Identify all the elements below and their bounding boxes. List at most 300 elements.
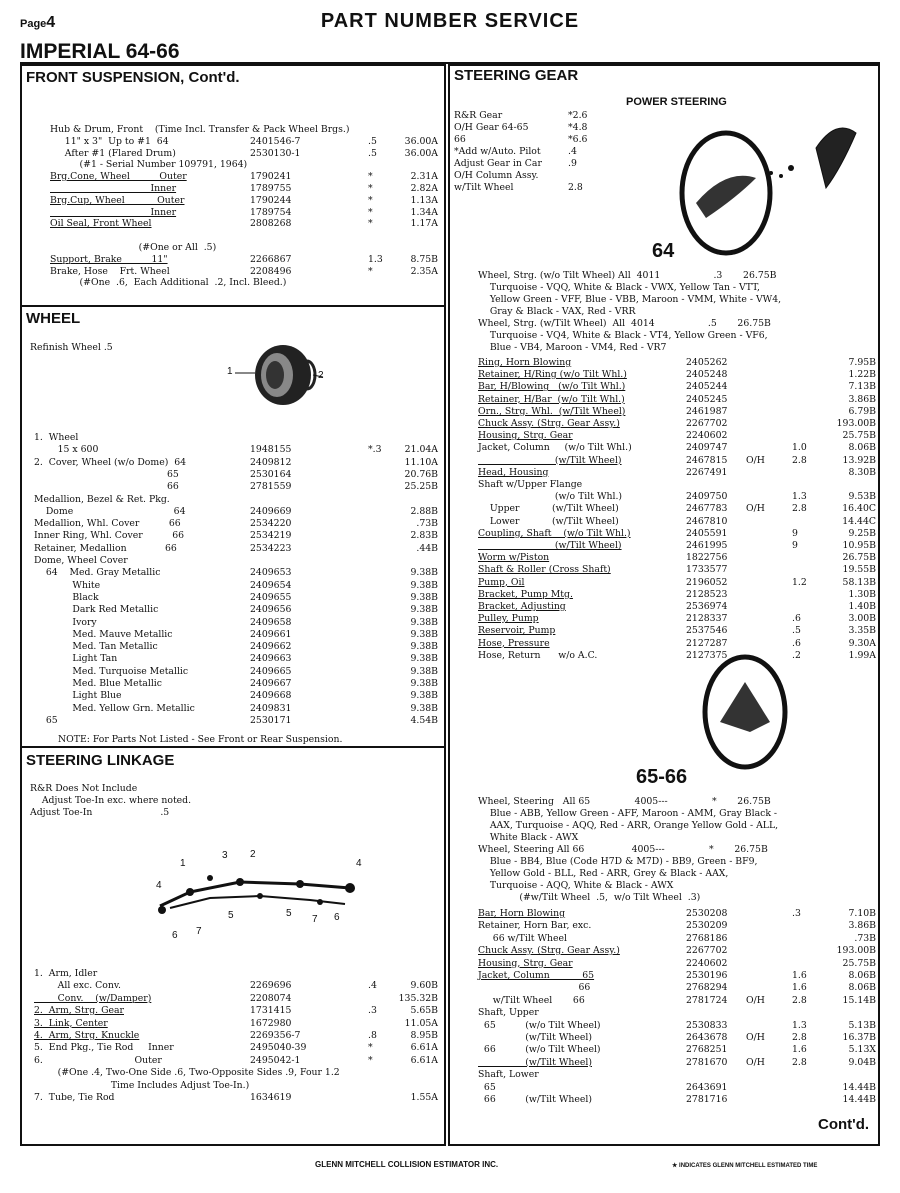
labor-time: .3 [792,908,801,919]
part-description: 15 x 600 [34,444,99,456]
table-row [50,242,440,254]
part-number: 2409750 [686,491,728,503]
part-description: (#One or All .5) [50,242,217,253]
table-row [34,506,440,518]
part-price: 15.14B [842,994,876,1006]
part-description: Jacket, Column 65 [478,970,595,981]
part-description: Med. Tan Metallic [34,641,158,653]
table-row [34,1042,440,1054]
part-number: 2768186 [686,932,728,944]
part-price: 1.13A [410,194,438,206]
part-description: Housing, Strg. Gear [478,957,573,969]
table-row [478,995,876,1007]
labor-time: .5 [792,625,801,637]
part-number: 2266867 [250,253,292,265]
part-number: 2267702 [686,418,728,429]
part-description: Med. Blue Metallic [34,678,162,689]
table-row [478,1057,876,1069]
table-row [34,543,440,555]
part-number: 2240602 [686,430,728,442]
labor-time: *.3 [368,444,382,456]
table-row [34,1005,440,1017]
part-number: 2530208 [686,908,728,919]
part-number: 2768294 [686,982,728,994]
part-description: Med. Mauve Metallic [34,628,173,640]
table-row [50,230,440,242]
part-description: 4. Arm, Strg. Knuckle [34,1030,140,1041]
part-price: 5.65B [410,1005,438,1017]
labor-time: 9 [792,527,798,539]
part-number: 1789755 [250,183,292,194]
part-description: Oil Seal, Front Wheel [50,218,152,230]
table-row [478,467,876,479]
wheel-color-line: Blue - ABB, Yellow Green - AFF, Maroon - AMM, Gray Black - [478,808,778,819]
part-price: 3.35B [848,625,876,637]
part-description: Retainer, H/Ring (w/o Tilt Whl.) [478,369,627,381]
table-row [478,1082,876,1094]
table-row [34,1080,440,1092]
labor-time: * [368,265,373,277]
section-steering-gear: STEERING GEAR [454,67,579,84]
table-row [34,481,440,493]
part-number: 2530196 [686,970,728,981]
part-description: 2. Cover, Wheel (w/o Dome) 64 [34,456,187,468]
part-price: 3.86B [848,393,876,405]
wheel-note: NOTE: For Parts Not Listed - See Front or Rear Suspension. [58,734,343,745]
part-price: 6.79B [848,405,876,417]
table-row [454,182,604,194]
part-description: Upper (w/Tilt Wheel) [478,503,619,515]
part-description: Med. Yellow Grn. Metallic [34,702,195,714]
part-number: 2409661 [250,628,292,640]
linkage-intro [30,783,191,819]
part-description: Jacket, Column (w/o Tilt Whl.) [478,442,632,454]
labor-time: 1.3 [792,491,807,503]
table-row [34,592,440,604]
part-description: Brg.Cone, Wheel Outer [50,171,187,183]
table-row [50,254,440,266]
part-description: 6. Outer [34,1054,162,1066]
model-heading: IMPERIAL 64-66 [20,40,180,63]
year-6566-label: 65-66 [636,766,688,788]
part-description: Med. Turquoise Metallic [34,665,189,677]
part-description: 66 (w/o Tilt Wheel) [478,1044,601,1056]
part-price: 5.13X [848,1044,876,1056]
part-number: 1672980 [250,1017,292,1029]
part-number: 1731415 [250,1005,292,1017]
part-number: 2530833 [686,1019,728,1031]
power-steering-heading: POWER STEERING [626,96,727,108]
part-price: 11.05A [404,1017,438,1029]
part-price: 2.83B [410,530,438,542]
part-number: 2196052 [686,576,728,588]
part-price: 9.38B [410,567,438,579]
part-price: 9.25B [848,527,876,539]
part-description: Medallion, Whl. Cover 66 [34,518,181,530]
part-price: 1.17A [410,218,438,230]
wheel-callout-1: 1 [227,366,233,377]
section-divider [20,746,446,748]
part-price: 9.38B [410,604,438,616]
labor-time: .6 [792,637,801,649]
part-description: Lower (w/Tilt Wheel) [478,515,619,527]
part-number: 2461987 [686,405,728,417]
part-price: 8.06B [848,442,876,454]
part-description: Hose, Pressure [478,637,550,649]
part-price: 9.38B [410,653,438,665]
table-row [50,195,440,207]
table-row [34,1018,440,1030]
page-number: Page4 [20,14,56,31]
labor-time: *2.6 [568,110,588,121]
labor-time: 1.6 [792,1044,807,1056]
part-description: (w/Tilt Wheel) [478,540,622,551]
linkage-callout-l3: 3 [222,850,228,861]
part-number: 2409663 [250,653,292,665]
linkage-note-line: R&R Does Not Include [30,783,138,794]
part-description: 66 w/Tilt Wheel [478,932,568,944]
labor-time: 1.3 [368,253,383,265]
table-row [34,980,440,992]
part-price: 8.06B [848,970,876,981]
overhaul-flag: O/H [746,454,765,466]
part-number: 2530171 [250,714,292,726]
table-row [34,1092,440,1104]
labor-time: * [368,1054,373,1066]
section-steering-linkage: STEERING LINKAGE [26,752,175,769]
part-description: Black [34,591,99,603]
table-row [478,933,876,945]
part-description: (w/o Tilt Whl.) [478,491,623,503]
overhaul-flag: O/H [746,994,765,1006]
table-row [34,678,440,690]
table-row [50,124,440,136]
part-price: 16.37B [842,1032,876,1043]
labor-time: 1.6 [792,970,807,981]
labor-time: 1.2 [792,576,807,588]
part-price: .73B [854,932,876,944]
linkage-callout-l7: 7 [196,926,202,937]
operation: 66 [454,134,466,145]
labor-time: * [368,171,373,183]
table-row [50,218,440,230]
part-number: 1789754 [250,206,292,218]
part-description: Brake, Hose Frt. Wheel [50,265,170,277]
wheel-callout-2: 2 [318,370,324,381]
part-price: 9.38B [410,616,438,628]
steering-wheel-64-illustration [676,108,876,258]
part-description: (#1 - Serial Number 109791, 1964) [50,159,248,171]
steering-wheel-6566-illustration [690,649,801,772]
table-row [478,638,876,650]
table-row [34,444,440,456]
part-number: 2409662 [250,641,292,653]
labor-time: *6.6 [568,134,588,145]
table-row [50,266,440,278]
part-description: Light Blue [34,690,122,702]
part-price: 9.04B [848,1056,876,1068]
part-description: (#One .6, Each Additional .2, Incl. Bleed.) [50,277,287,289]
part-price: 10.95B [842,540,876,551]
part-number: 2534223 [250,542,292,554]
table-row [454,146,604,158]
part-number: 2409668 [250,690,292,702]
part-description: 1. Wheel [34,432,79,443]
part-price: 11.10A [404,456,438,468]
part-description: 3. Link, Center [34,1017,108,1029]
part-price: 9.38B [410,641,438,653]
part-description: Chuck Assy. (Strg. Gear Assy.) [478,945,620,957]
part-number: 2409669 [250,505,292,517]
linkage-note-line: Adjust Toe-In exc. where noted. [30,795,192,806]
part-price: 9.38B [410,628,438,640]
part-number: 2128523 [686,588,728,600]
part-price: 1.30B [848,588,876,600]
part-description: Support, Brake 11" [50,253,168,265]
table-row [478,394,876,406]
part-description: Orn., Strg. Whl. (w/Tilt Wheel) [478,405,626,417]
part-price: .73B [416,518,438,530]
part-number: 2409655 [250,591,292,603]
part-description: 66 (w/Tilt Wheel) [478,1094,592,1105]
part-description: (w/Tilt Wheel) [478,454,622,466]
part-description: 66 [34,481,179,493]
table-row [50,136,440,148]
part-price: 14.44B [842,1094,876,1105]
part-price: 1.40B [848,601,876,612]
part-description: 66 [478,982,591,994]
part-description: Bracket, Adjusting [478,601,566,612]
part-number: 2405245 [686,393,728,405]
part-description: Brg.Cup, Wheel Outer [50,194,185,206]
part-number: 1822756 [686,552,728,564]
part-number: 2781559 [250,481,292,493]
table-row [478,1032,876,1044]
wheel-color-line: Wheel, Strg. (w/Tilt Wheel) All 4014 .5 26.75B [478,318,771,329]
part-number: 2467815 [686,454,728,466]
part-number: 2808268 [250,218,292,230]
table-row [454,110,604,122]
table-row [478,1007,876,1019]
part-number: 2267702 [686,945,728,957]
table-row [478,1094,876,1106]
part-price: 3.00B [848,613,876,625]
table-row [50,148,440,160]
part-description: 64 Med. Gray Metallic [34,567,161,579]
part-price: 9.38B [410,665,438,677]
part-number: 2405262 [686,357,728,368]
part-description: Ivory [34,616,97,628]
part-price: 16.40C [842,503,876,515]
table-row [454,122,604,134]
part-description: (#One .4, Two-One Side .6, Two-Opposite Sides .9, Four 1.2 [34,1067,340,1079]
part-price: 8.75B [410,253,438,265]
wheel-color-line: Blue - BB4, Blue (Code H7D & M7D) - BB9, Green - BF9, [478,856,758,867]
part-description: 7. Tube, Tie Rod [34,1092,115,1103]
part-price: 1.99A [848,649,876,661]
part-price: 193.00B [836,418,876,429]
table-row [34,968,440,980]
part-description: 65 [478,1081,496,1093]
table-row [34,1030,440,1042]
part-description: (w/Tilt Wheel) [478,1056,592,1068]
labor-time: 2.8 [792,1056,807,1068]
labor-time: * [368,183,373,194]
labor-time: * [368,1042,373,1054]
part-number: 2781670 [686,1056,728,1068]
linkage-callout-l4b: 4 [156,880,162,891]
table-row [478,589,876,601]
table-row [478,564,876,576]
part-number: 2409653 [250,567,292,579]
part-price: 9.53B [848,491,876,503]
linkage-callout-l5: 5 [228,910,234,921]
part-number: 2240602 [686,957,728,969]
part-price: 9.38B [410,690,438,702]
section-divider [20,305,446,307]
footer-publisher: GLENN MITCHELL COLLISION ESTIMATOR INC. [315,1160,499,1169]
wheel-color-line: Wheel, Steering All 65 4005--- * 26.75B [478,796,771,807]
part-number: 2127375 [686,649,728,661]
table-row [34,1067,440,1079]
section-wheel: WHEEL [26,310,81,327]
part-price: 2.35A [410,265,438,277]
part-number: 2409747 [686,442,728,454]
footer-note: ★ INDICATES GLENN MITCHELL ESTIMATED TIME [672,1163,818,1169]
table-row [478,491,876,503]
table-row [478,970,876,982]
part-price: 135.32B [398,992,438,1004]
table-row [478,540,876,552]
part-description: Chuck Assy. (Strg. Gear Assy.) [478,418,620,429]
table-row [454,158,604,170]
wheel-color-line: Gray & Black - VAX, Red - VRR [478,306,636,317]
part-number: 2409665 [250,665,292,677]
linkage-callout-l2: 2 [250,849,256,860]
part-price: .44B [416,542,438,554]
part-description: 65 [34,468,179,480]
part-description: Dome 64 [34,505,186,517]
labor-time: 1.6 [792,982,807,994]
part-number: 2208074 [250,992,292,1004]
part-description: Pump, Oil [478,576,525,588]
part-price: 21.04A [404,444,438,456]
part-description: Ring, Horn Blowing [478,357,572,368]
part-number: 2643678 [686,1032,728,1043]
table-row [34,1055,440,1067]
part-number: 2409812 [250,456,292,468]
table-row [34,469,440,481]
wheel-color-line: Wheel, Steering All 66 4005--- * 26.75B [478,844,768,855]
part-description: Shaft w/Upper Flange [478,479,583,490]
part-price: 9.60B [410,980,438,992]
table-row [478,577,876,589]
table-row [34,641,440,653]
labor-time: * [368,206,373,218]
part-number: 2405591 [686,527,728,539]
refinish-wheel: Refinish Wheel .5 [30,342,113,353]
ps66-wheel-colors [478,796,778,904]
wheel-color-line: Turquoise - AQQ, White & Black - AWX [478,880,674,891]
operation: Adjust Gear in Car [454,158,542,169]
part-price: 3.86B [848,920,876,932]
part-description: Bar, H/Blowing (w/o Tilt Whl.) [478,381,626,393]
part-number: 2409654 [250,579,292,591]
wheel-illustration [225,335,345,415]
part-price: 25.75B [842,430,876,442]
part-description: Shaft, Upper [478,1007,539,1019]
part-number: 2530130-1 [250,147,301,159]
part-number: 2409667 [250,678,292,689]
wheel-color-line: Wheel, Strg. (w/o Tilt Wheel) All 4011 .3 26.75B [478,270,777,281]
labor-time: 2.8 [568,182,583,193]
part-description: After #1 (Flared Drum) [50,147,176,159]
part-description: Coupling, Shaft (w/o Tilt Whl.) [478,527,631,539]
table-row [478,625,876,637]
labor-time: * [368,194,373,206]
table-row [478,381,876,393]
labor-time: .4 [368,980,377,992]
table-row [34,580,440,592]
part-number: 2534219 [250,530,292,542]
part-price: 9.38B [410,579,438,591]
part-number: 2269356-7 [250,1030,301,1041]
table-row [478,920,876,932]
part-number: 1790241 [250,171,292,183]
part-price: 9.38B [410,678,438,689]
table-row [478,430,876,442]
part-description: Conv. (w/Damper) [34,992,152,1004]
table-row [478,516,876,528]
overhaul-flag: O/H [746,1032,765,1043]
labor-time: .8 [368,1030,377,1041]
part-number: 2409656 [250,604,292,616]
part-price: 36.00A [404,135,438,147]
part-description: (w/Tilt Wheel) [478,1032,592,1043]
table-row [34,666,440,678]
part-description: Hub & Drum, Front (Time Incl. Transfer & Pack Wheel Brgs.) [50,124,350,135]
part-price: 8.06B [848,982,876,994]
part-description: Time Includes Adjust Toe-In.) [34,1079,250,1091]
table-row [478,1044,876,1056]
operation: *Add w/Auto. Pilot [454,146,541,157]
page-title: PART NUMBER SERVICE [320,10,580,32]
overhaul-flag: O/H [746,1056,765,1068]
part-price: 14.44C [842,515,876,527]
part-description: Housing, Strg. Gear [478,430,573,442]
labor-time: .6 [792,613,801,625]
part-number: 2461995 [686,540,728,551]
table-row [34,604,440,616]
labor-time: .4 [568,146,577,157]
part-number: 2467810 [686,515,728,527]
part-price: 7.13B [848,381,876,393]
part-price: 25.25B [404,481,438,493]
operation: O/H Gear 64-65 [454,122,529,133]
wheel-color-line: AAX, Turquoise - AQQ, Red - ARR, Orange Yellow Gold - ALL, [478,820,779,831]
table-row [34,715,440,727]
labor-time: 1.3 [792,1019,807,1031]
labor-time: .3 [368,1005,377,1017]
wheel-color-line: (#w/Tilt Wheel .5, w/o Tilt Wheel .3) [478,892,701,903]
table-row [34,653,440,665]
part-price: 7.95B [848,357,876,368]
part-price: 25.75B [842,957,876,969]
labor-time: *4.8 [568,122,588,133]
linkage-callout-l1: 1 [180,858,186,869]
part-price: 13.92B [842,454,876,466]
table-row [478,1020,876,1032]
